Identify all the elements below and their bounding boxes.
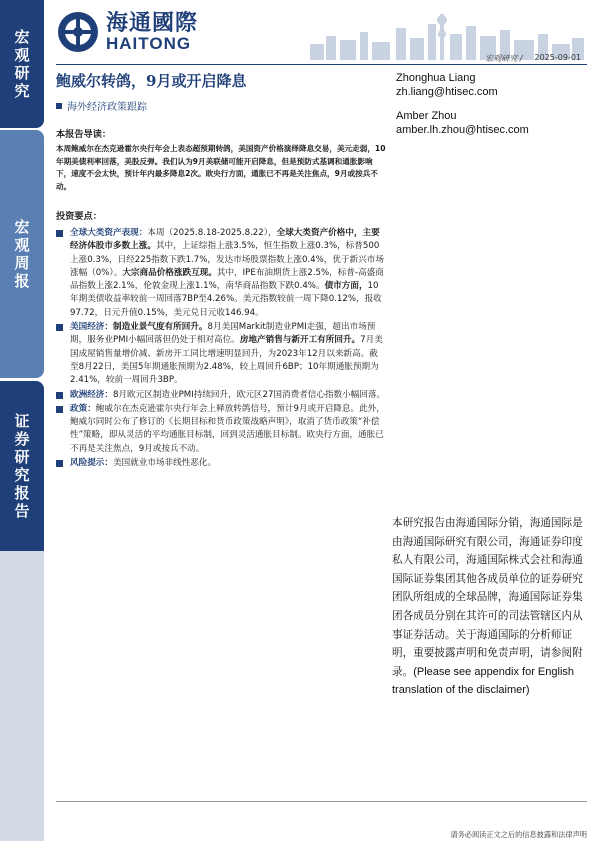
header-divider <box>56 64 587 65</box>
header-meta <box>485 53 581 64</box>
list-item: 政策：鲍威尔在杰克逊霍尔央行年会上释放转鸽信号，预计9月或开启降息。此外，鲍威尔同时公布了修订的《长期目标和货币政策战略声明》，取消了货币政策“补偿性”策略，即从灵活的平均通胀目标制，回到灵活通胀目标制。欧央行方面，通胀已不再是关注焦点，9月或按兵不动。 <box>56 403 386 456</box>
analyst-name: Zhonghua Liang <box>396 72 476 84</box>
square-bullet-icon <box>56 103 62 109</box>
sidebar-tag-macro-research: 宏 观 研 究 <box>0 0 44 128</box>
city-skyline-graphic <box>300 6 590 60</box>
analyst-email[interactable]: amber.lh.zhou@htisec.com <box>396 124 529 136</box>
sidebar-tag-securities-report: 证 券 研 究 报 告 <box>0 381 44 551</box>
sidebar-footer-block <box>0 551 44 841</box>
logo-chinese-name: 海通國際 <box>106 10 199 36</box>
sidebar-tag-macro-weekly: 宏 观 周 报 <box>0 130 44 378</box>
disclaimer-box <box>392 514 585 700</box>
main-content <box>56 128 386 471</box>
report-category: 宏观研究 / <box>485 54 523 63</box>
analyst-name: Amber Zhou <box>396 110 457 122</box>
analyst-email[interactable]: zh.liang@htisec.com <box>396 86 498 98</box>
square-bullet-icon <box>56 406 63 413</box>
key-points-heading: 投资要点： <box>56 210 102 222</box>
analyst-card <box>396 71 498 99</box>
footer-note: 请务必阅读正文之后的信息披露和法律声明 <box>450 830 587 839</box>
footer-divider <box>56 801 587 802</box>
haitong-logo-icon <box>56 10 100 54</box>
report-date: 2025-09-01 <box>534 53 581 62</box>
square-bullet-icon <box>56 324 63 331</box>
square-bullet-icon <box>56 392 63 399</box>
logo-english-name: HAITONG <box>106 34 192 53</box>
list-item: 风险提示：美国就业市场非线性恶化。 <box>56 457 386 470</box>
square-bullet-icon <box>56 460 63 467</box>
disclaimer-english: (Please see appendix for English translation of the disclaimer) <box>392 665 575 697</box>
intro-text: 本周鲍威尔在杰克逊霍尔央行年会上表态超预期转鸽，美国资产价格演绎降息交易，美元走弱，10年期美债利率回落，美股反弹。我们认为9月美联储可能开启降息，但是预防式基调和通胀影响下，速度不会太快，预计年内最多降息2次。欧央行方面，通胀已不再是关注焦点，9月或按兵不动。 <box>56 144 386 192</box>
analyst-card <box>396 109 529 137</box>
key-points-list <box>56 227 386 470</box>
report-title: 鲍威尔转鸽，9月或开启降息 <box>56 72 247 90</box>
disclaimer-chinese: 本研究报告由海通国际分销，海通国际是由海通国际研究有限公司，海通证券印度私人有限公司，海通国际株式会社和海通国际证券集团其他各成员单位的证券研究团队所组成的全球品牌，海通国际证券集团各成员分别在其许可的司法管辖区内从事证券活动。关于海通国际的分析师证明，重要披露声明和免责声明，请参阅附录。 <box>392 517 583 678</box>
intro-heading: 本报告导读： <box>56 129 112 140</box>
square-bullet-icon <box>56 230 63 237</box>
list-item: 欧洲经济：8月欧元区制造业PMI持续回升，欧元区27国消费者信心指数小幅回落。 <box>56 389 386 402</box>
haitong-logo <box>56 10 198 54</box>
list-item: 美国经济：制造业景气度有所回升。8月美国Markit制造业PMI走强，超出市场预期，服务业PMI小幅回落但仍处于相对高位。房地产销售与新开工有所回升。7月美国成屋销售量增价减、新房开工同比增速明显回升，为2023年12月以来新高。截至8月22日，美国5年期通胀预期为2.48%，较上周回升6BP；10年期通胀预期为2.41%，较前一周回升3BP。 <box>56 321 386 387</box>
list-item: 全球大类资产表现：本周（2025.8.18-2025.8.22），全球大类资产价格中，主要经济体股市多数上涨。其中，上证综指上涨3.5%，恒生指数上涨0.3%，标普500上涨0.3%，日经225指数下跌1.7%，发达市场股票指数上涨0.4%，优于新兴市场涨幅（0%）。大宗商品价格涨跌互现。其中，IPE布油期货上涨2.5%，标普-高盛商品指数上涨2.1%，伦敦金现上涨1.1%，南华商品指数下跌0.4%。债市方面，10年期美债收益率较前一周回落7BP至4.26%。美元指数较前一周下降0.12%，报收97.72，日元升值0.15%，美元兑日元收146.94。 <box>56 227 386 320</box>
sidebar <box>0 0 44 841</box>
report-subtitle: 海外经济政策跟踪 <box>56 98 147 113</box>
